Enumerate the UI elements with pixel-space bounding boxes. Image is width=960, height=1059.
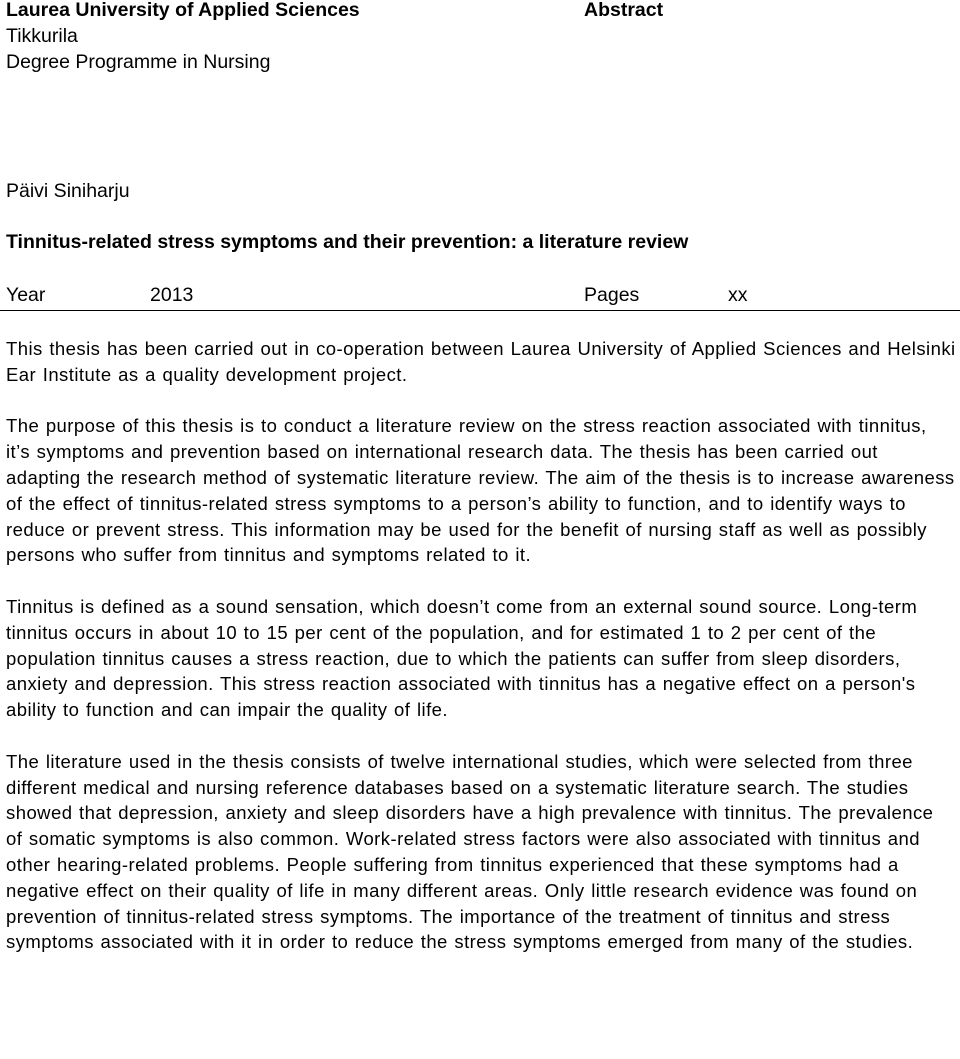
paragraph-tinnitus-definition: Tinnitus is defined as a sound sensation, which doesn’t come from an external sound source. Long-term tinnitus occurs in about 10 to 15 per cent of the population, and for estimated 1 to 2 per cent of the population tinnitus causes a stress reaction, due to which the patients can suffer from sleep disorders, anxiety and depression. This stress reaction associated with tinnitus has a negative effect on a person's ability to function and can impair the quality of life. [6, 595, 918, 721]
paragraph-literature-findings: The literature used in the thesis consists of twelve international studies, which were selected from three different medical and nursing reference databases based on a systematic literature search. The studies showed that depression, anxiety and sleep disorders have a high prevalence with tinnitus. The prevalence of somatic symptoms is also common. Work-related stress factors were also associated with tinnitus and other hearing-related problems. People suffering from tinnitus experienced that these symptoms had a negative effect on their quality of life in many different areas. Only little research evidence was found on prevention of tinnitus-related stress symptoms. The importance of the treatment of tinnitus and stress symptoms associated with it in order to reduce the stress symptoms emerged from many of the studies. [6, 750, 934, 953]
abstract-body [6, 336, 956, 981]
metadata-row [0, 282, 960, 311]
document-type-heading: Abstract [584, 0, 664, 21]
year-value: 2013 [150, 284, 194, 306]
institution-block [6, 0, 566, 75]
university-name: Laurea University of Applied Sciences [6, 0, 360, 21]
author-name: Päivi Siniharju [6, 180, 130, 202]
thesis-title: Tinnitus-related stress symptoms and their prevention: a literature review [6, 231, 689, 253]
paragraph-purpose: The purpose of this thesis is to conduct a literature review on the stress reaction associated with tinnitus, it’s symptoms and prevention based on international research data. The thesis has been carried out adapting the research method of systematic literature review. The aim of the thesis is to increase awareness of the effect of tinnitus-related stress symptoms to a person’s ability to function, and to identify ways to reduce or prevent stress. This information may be used for the benefit of nursing staff as well as possibly persons who suffer from tinnitus and symptoms related to it. [6, 415, 955, 566]
paragraph-cooperation: This thesis has been carried out in co-operation between Laurea University of Applied Sciences and Helsinki Ear Institute as a quality development project. [6, 338, 956, 385]
year-label: Year [6, 284, 46, 306]
pages-value: xx [728, 284, 748, 306]
campus-name: Tikkurila [6, 25, 78, 47]
pages-label: Pages [584, 284, 640, 306]
degree-programme: Degree Programme in Nursing [6, 51, 271, 73]
